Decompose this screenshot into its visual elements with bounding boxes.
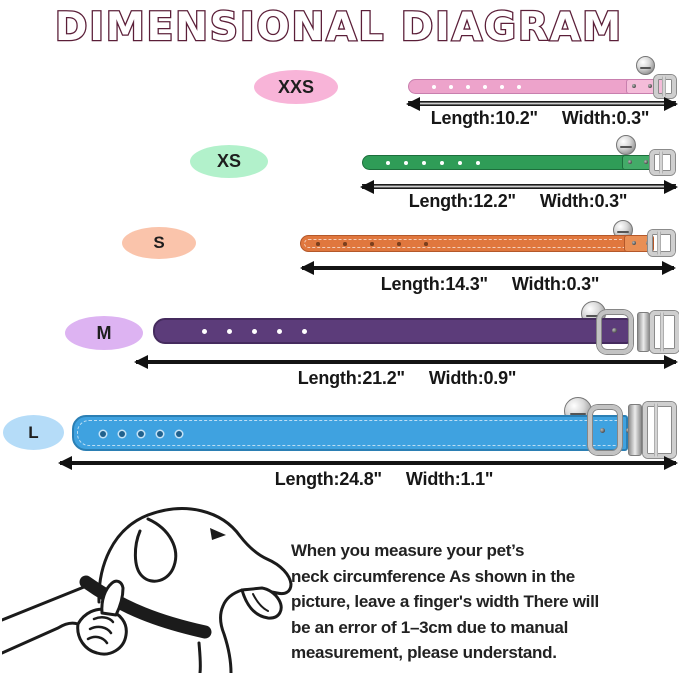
size-badge-label: S <box>153 233 165 252</box>
collar-hole <box>100 431 106 437</box>
bell-icon <box>636 56 655 75</box>
collar-xs <box>362 130 678 178</box>
collar-hole <box>424 242 428 246</box>
rivet <box>612 328 617 333</box>
d-ring <box>588 405 622 455</box>
dimension-arrow <box>362 184 676 189</box>
collar-hole <box>386 161 390 165</box>
dimension-arrow <box>60 461 676 465</box>
collar-hole <box>500 85 504 89</box>
collar-hole <box>432 85 436 89</box>
collar-hole <box>252 329 257 334</box>
collar-hole <box>227 329 232 334</box>
size-badge-s <box>122 227 196 259</box>
bell-icon <box>616 135 636 155</box>
note-line: When you measure your pet’s <box>291 541 525 560</box>
length-value: Length:10.2" <box>430 108 538 128</box>
rivet <box>628 160 632 164</box>
collar-hole <box>517 85 521 89</box>
collar-hole <box>157 431 163 437</box>
collar-strap <box>408 79 632 94</box>
measurement-note <box>291 538 599 666</box>
width-value: Width:0.9" <box>428 368 517 388</box>
rivet <box>644 160 648 164</box>
buckle <box>654 75 676 98</box>
collar-hole <box>422 161 426 165</box>
width-value: Width:0.3" <box>561 108 650 128</box>
note-line: picture, leave a finger's width There will <box>291 592 599 611</box>
collar-strap <box>362 155 628 170</box>
page-title: DIMENSIONAL DIAGRAM <box>54 5 624 50</box>
collar-hole <box>440 161 444 165</box>
buckle <box>643 402 676 458</box>
collar-hole <box>119 431 125 437</box>
rivet <box>632 84 636 88</box>
dimension-text <box>174 469 594 490</box>
collar-strap <box>72 415 628 451</box>
collar-hole <box>202 329 207 334</box>
collar-hole <box>404 161 408 165</box>
note-line: neck circumference As shown in the <box>291 566 575 586</box>
buckle <box>650 150 675 175</box>
size-badge-label: M <box>96 322 112 343</box>
collar-hole <box>476 161 480 165</box>
collar-strap <box>153 318 630 344</box>
collar-m <box>153 296 679 358</box>
collar-hole <box>458 161 462 165</box>
rivet <box>648 84 652 88</box>
collar-hole <box>370 242 374 246</box>
collar-hole <box>176 431 182 437</box>
collar-hole <box>316 242 320 246</box>
size-badge-label: L <box>28 422 39 442</box>
collar-hole <box>138 431 144 437</box>
length-value: Length:21.2" <box>297 368 405 388</box>
collar-hole <box>343 242 347 246</box>
keeper-band <box>628 404 642 456</box>
size-badge-label: XXS <box>277 76 315 97</box>
length-value: Length:14.3" <box>380 274 488 294</box>
collar-hole <box>277 329 282 334</box>
size-badge-xxs <box>254 70 338 104</box>
length-value: Length:24.8" <box>274 469 382 489</box>
collar-strap <box>300 235 630 252</box>
dimension-text <box>308 191 679 212</box>
dimension-text <box>197 368 617 389</box>
collar-hole <box>483 85 487 89</box>
width-value: Width:0.3" <box>511 274 600 294</box>
note-line: measurement, please understand. <box>291 643 557 662</box>
dimension-text <box>330 108 679 129</box>
collar-l <box>72 392 679 464</box>
width-value: Width:0.3" <box>539 191 628 211</box>
size-badge-label: XS <box>216 151 241 171</box>
dimension-arrow <box>302 266 674 270</box>
rivet <box>632 241 636 245</box>
collar-s <box>300 214 679 262</box>
keeper-band <box>637 312 650 352</box>
width-value: Width:1.1" <box>405 469 494 489</box>
note-line: be an error of 1–3cm due to manual <box>291 617 568 637</box>
collar-hole <box>466 85 470 89</box>
collar-xxs <box>408 52 678 98</box>
size-badge-m <box>65 316 143 350</box>
page-title-svg <box>0 0 679 52</box>
size-badge-xs <box>190 145 268 178</box>
dimension-arrow <box>408 101 676 106</box>
dimension-text <box>280 274 679 295</box>
collar-hole <box>302 329 307 334</box>
length-value: Length:12.2" <box>408 191 516 211</box>
collar-hole <box>449 85 453 89</box>
rivet <box>600 428 605 433</box>
size-badge-l <box>3 415 64 450</box>
buckle <box>648 230 675 256</box>
stitching <box>304 239 626 248</box>
collar-hole <box>397 242 401 246</box>
dimension-arrow <box>136 360 676 364</box>
buckle <box>650 311 679 353</box>
